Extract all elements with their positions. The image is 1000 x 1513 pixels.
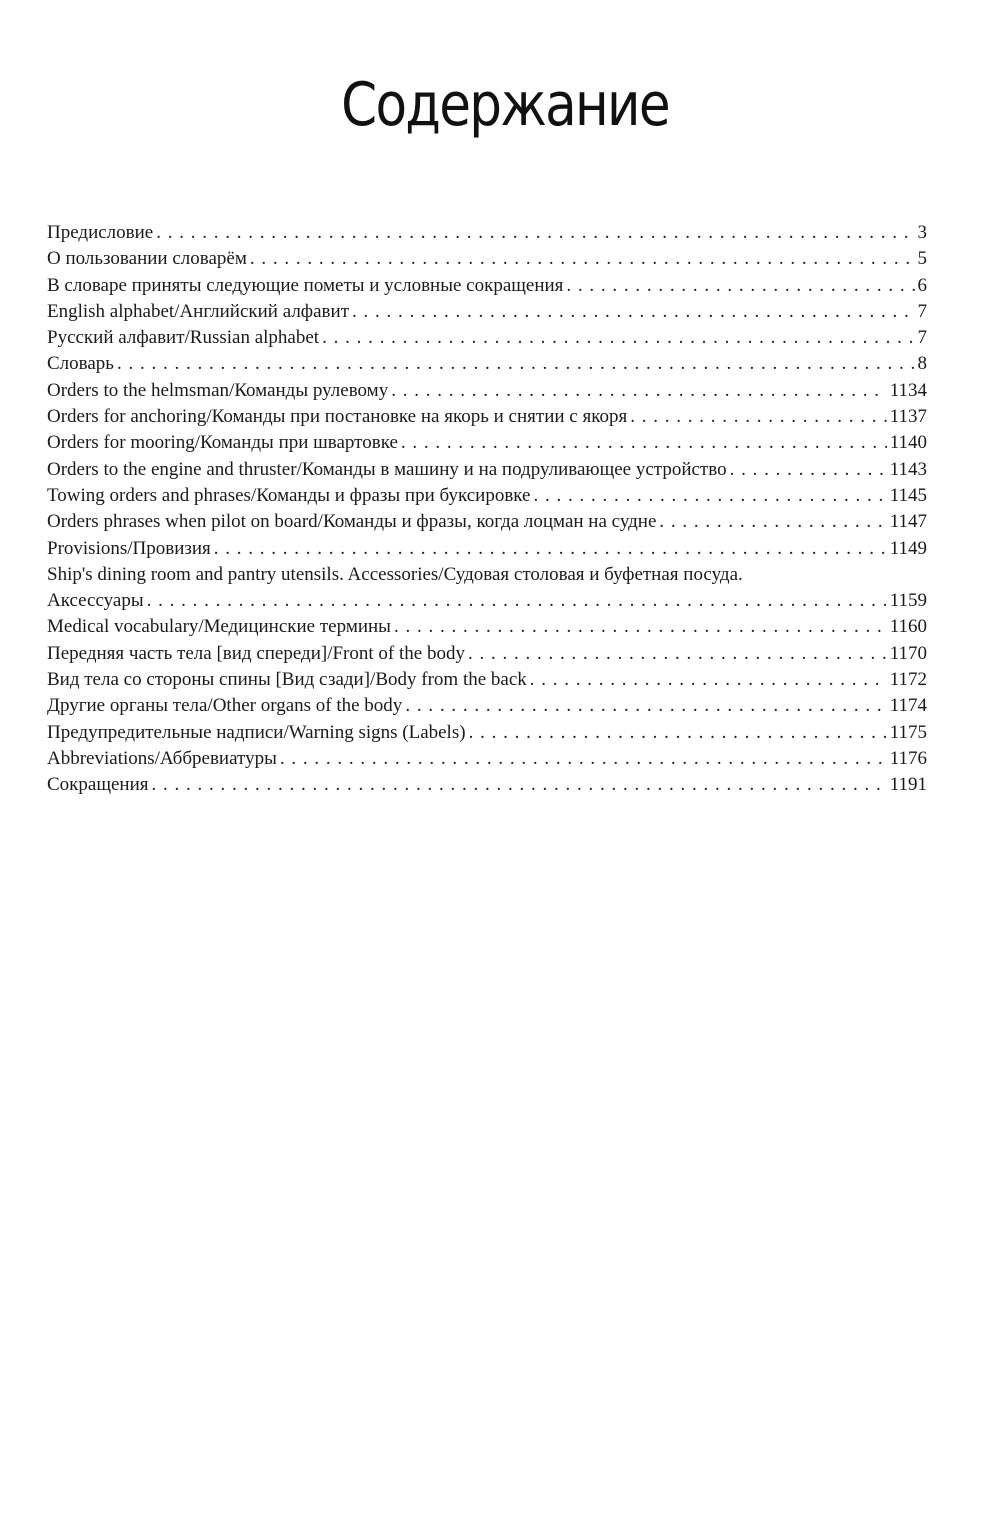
toc-dot-leader [533,483,886,509]
toc-entry-label: Abbreviations/Аббревиатуры [47,747,277,769]
toc-entry-label: Orders to the engine and thruster/Команды в машину и на подруливающее устройство [47,458,727,480]
toc-entry-page: 1134 [889,379,927,401]
toc-entry-page: 1176 [889,747,927,769]
toc-entry-anchoring-orders[interactable] [47,404,927,430]
toc-entry-label: English alphabet/Английский алфавит [47,300,349,322]
toc-dot-leader [250,246,915,272]
toc-entry-page: 1174 [889,695,927,717]
toc-dot-leader [117,351,915,377]
toc-entry-other-organs[interactable] [47,693,927,719]
toc-entry-page: 3 [917,222,927,243]
toc-entry-dictionary[interactable] [47,351,927,377]
toc-dot-leader [394,614,887,640]
toc-dot-leader [391,378,887,404]
toc-entry-page: 6 [917,274,927,296]
toc-entry-engine-orders[interactable] [47,457,927,483]
toc-entry-page: 1137 [889,406,927,428]
toc-entry-label-continued: Аксессуары [47,590,144,612]
toc-entry-label: О пользовании словарём [47,248,247,270]
toc-entry-page: 1149 [889,537,927,559]
page-title: Содержание [341,70,669,140]
toc-entry-page: 1159 [889,590,927,612]
toc-entry-label: Предисловие [47,222,154,243]
toc-entry-dining-room-line1[interactable] [47,562,927,588]
toc-entry-abbreviation-marks[interactable] [47,273,927,299]
toc-dot-leader [280,746,887,772]
toc-dot-leader [530,667,887,693]
toc-entry-label: В словаре приняты следующие пометы и условные сокращения [47,274,564,296]
toc-dot-leader [630,404,886,430]
toc-entry-warning-signs[interactable] [47,720,927,746]
toc-entry-towing-orders[interactable] [47,483,927,509]
toc-entry-label: Provisions/Провизия [47,537,211,559]
toc-dot-leader [566,273,914,299]
toc-entry-label: Русский алфавит/Russian alphabet [47,327,320,349]
toc-entry-page: 1170 [889,642,927,664]
toc-entry-page: 1172 [889,669,927,691]
toc-entry-label: Orders for mooring/Команды при швартовке [47,432,398,454]
toc-entry-russian-alphabet[interactable] [47,325,927,351]
toc-entry-contractions[interactable] [47,772,927,798]
toc-entry-body-from-back[interactable] [47,667,927,693]
toc-entry-preface[interactable] [47,220,927,246]
toc-entry-page: 7 [917,327,927,349]
toc-dot-leader [147,588,887,614]
toc-entry-page: 1147 [889,511,927,533]
toc-entry-medical-vocabulary[interactable] [47,614,927,640]
toc-entry-provisions[interactable] [47,536,927,562]
toc-entry-label: Orders phrases when pilot on board/Команды и фразы, когда лоцман на судне [47,511,657,533]
toc-dot-leader [156,220,914,246]
toc-entry-abbreviations[interactable] [47,746,927,772]
toc-entry-mooring-orders[interactable] [47,430,927,456]
toc-dot-leader [352,299,915,325]
toc-entry-helmsman-orders[interactable] [47,378,927,404]
toc-dot-leader [401,430,887,456]
toc-entry-label: Словарь [47,353,114,375]
toc-entry-english-alphabet[interactable] [47,299,927,325]
toc-entry-label: Другие органы тела/Other organs of the body [47,695,403,717]
toc-entry-label: Предупредительные надписи/Warning signs (Labels) [47,721,466,743]
toc-entry-label: Вид тела со стороны спины [Вид сзади]/Body from the back [47,669,527,691]
toc-dot-leader [468,641,887,667]
table-of-contents [47,220,927,799]
toc-dot-leader [214,536,887,562]
toc-entry-page: 1145 [889,484,927,506]
toc-entry-usage[interactable] [47,246,927,272]
toc-entry-label: Ship's dining room and pantry utensils. Accessories/Судовая столовая и буфетная посуда. [47,563,743,585]
toc-entry-label: Orders to the helmsman/Команды рулевому [47,379,389,401]
toc-dot-leader [322,325,914,351]
toc-entry-front-of-body[interactable] [47,641,927,667]
toc-entry-page: 5 [917,248,927,270]
toc-entry-dining-room-line2[interactable] [47,588,927,614]
toc-entry-label: Towing orders and phrases/Команды и фразы при буксировке [47,484,531,506]
toc-entry-page: 1160 [889,616,927,638]
toc-dot-leader [730,457,887,483]
toc-entry-page: 1191 [889,774,927,796]
toc-entry-label: Orders for anchoring/Команды при постановке на якорь и снятии с якоря [47,406,628,428]
toc-entry-label: Medical vocabulary/Медицинские термины [47,616,391,638]
toc-entry-page: 1140 [889,432,927,454]
toc-entry-page: 1175 [889,721,927,743]
toc-entry-pilot-phrases[interactable] [47,509,927,535]
toc-entry-page: 1143 [889,458,927,480]
toc-dot-leader [469,720,887,746]
toc-dot-leader [659,509,886,535]
toc-entry-label: Передняя часть тела [вид спереди]/Front of the body [47,642,465,664]
toc-entry-page: 8 [917,353,927,375]
toc-entry-label: Сокращения [47,774,149,796]
toc-dot-leader [405,693,886,719]
toc-entry-page: 7 [917,300,927,322]
toc-dot-leader [151,772,886,798]
